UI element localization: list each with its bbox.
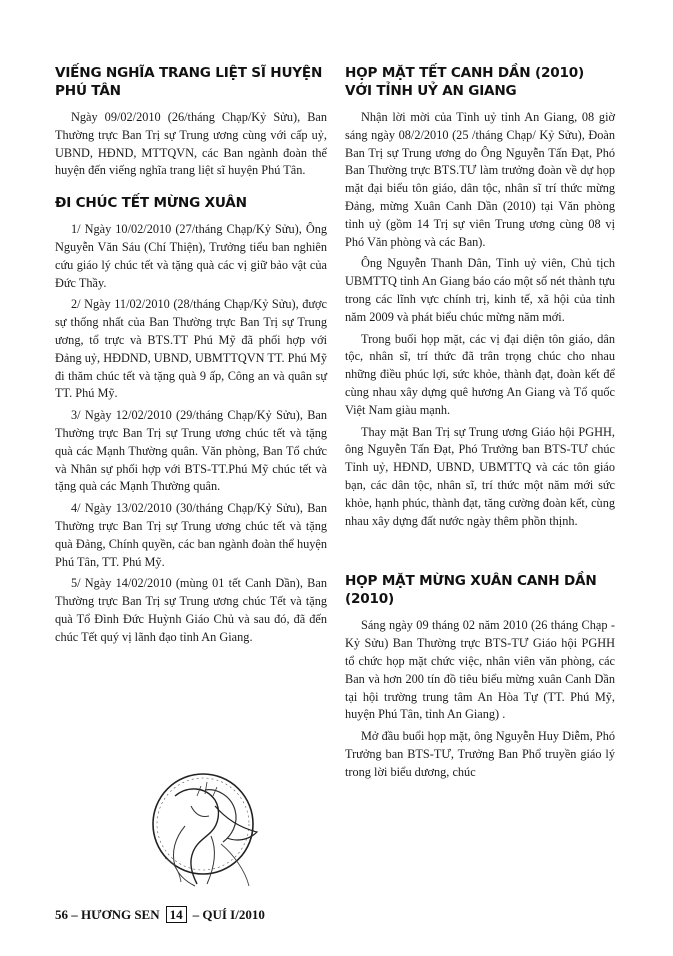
paragraph: 1/ Ngày 10/02/2010 (27/tháng Chạp/Kỷ Sửu), Ông Nguyễn Văn Sáu (Chí Thiện), Trưởng tiểu ban nghiên cứu giáo lý chúc tết và tặng quà các vị giữ bảo vật của Đức Thầy. — [55, 222, 327, 290]
paragraph: 4/ Ngày 13/02/2010 (30/tháng Chạp/Kỷ Sửu), Ban Thường trực Ban Trị sự Trung ương chúc tết và tặng quà Đảng, Chính quyền, các ban ngành đoàn thể huyện Phú Tân, TT. Phú Mỹ. — [55, 501, 327, 569]
page-footer — [55, 906, 265, 923]
section-title-meeting-provincial-committee: HỌP MẶT TẾT CANH DẦN (2010) VỚI TỈNH UỶ AN GIANG — [345, 65, 585, 99]
paragraph: Thay mặt Ban Trị sự Trung ương Giáo hội PGHH, ông Nguyễn Tấn Đạt, Phó Trưởng ban BTS-TƯ chúc Tỉnh uỷ, HĐND, UBND, UBMTTQ và các tôn giáo bạn, các dân tộc, nhân sĩ, trí thức một năm mới sức khỏe, hạnh phúc, thành đạt, tăng cường đoàn kết, cùng nhau xây dựng đất nước ngày thêm phồn thịnh. — [345, 424, 615, 528]
paragraph: Ông Nguyễn Thanh Dân, Tỉnh uỷ viên, Chủ tịch UBMTTQ tỉnh An Giang báo cáo một số nét thành tựu trong các lĩnh vực chính trị, kinh tế, xã hội của tỉnh năm 2009 và phát biểu chúc mừng năm mới. — [345, 256, 615, 324]
paragraph: Mở đầu buổi họp mặt, ông Nguyễn Huy Diễm, Phó Trưởng ban BTS-TƯ, Trưởng Ban Phổ truyền giáo lý trong lời biểu dương, chúc — [345, 729, 615, 779]
decorative-illustration — [145, 766, 270, 888]
left-column — [55, 64, 327, 651]
section-title-spring-meeting: HỌP MẶT MỪNG XUÂN CANH DẦN (2010) — [345, 573, 597, 608]
section-title-new-year-greetings: ĐI CHÚC TẾT MỪNG XUÂN — [55, 195, 247, 212]
paragraph: Ngày 09/02/2010 (26/tháng Chạp/Kỷ Sửu), Ban Thường trực Ban Trị sự Trung ương cùng với cấp uỷ, UBND, HĐND, MTTQVN, các Ban ngành đoàn thể huyện đến viếng nghĩa trang liệt sĩ huyện Phú Tân. — [55, 110, 327, 178]
footer-page-label: 56 – HƯƠNG SEN — [55, 906, 160, 922]
paragraph: Trong buổi họp mặt, các vị đại diện tôn giáo, dân tộc, nhân sĩ, trí thức đã trân trọng chúc cho nhau những điều phúc lợi, sức khỏe, thành đạt, đoàn kết để cùng nhau xây dựng quê hương An Giang và Tổ quốc Việt Nam giàu mạnh. — [345, 331, 615, 417]
section-title-cemetery-visit: VIẾNG NGHĨA TRANG LIỆT SĨ HUYỆN PHÚ TÂN — [55, 65, 323, 99]
issue-number-box: 14 — [166, 906, 187, 923]
paragraph: Sáng ngày 09 tháng 02 năm 2010 (26 tháng Chạp - Kỷ Sửu) Ban Thường trực BTS-TƯ Giáo hội PGHH tổ chức họp mặt chức việc, nhân viên văn phòng, các Ban và hơn 200 tín đồ tiêu biểu mừng xuân Canh Dần tại hội trường trung tâm An Hòa Tự (TT. Phú Mỹ, huyện Phú Tân, tỉnh An Giang) . — [345, 618, 615, 722]
footer-quarter-label: – QUÍ I/2010 — [192, 906, 265, 922]
paragraph: Nhận lời mời của Tỉnh uỷ tỉnh An Giang, 08 giờ sáng ngày 08/2/2010 (25 /tháng Chạp/ Kỷ Sửu), Đoàn Ban Trị sự Trung ương do Ông Nguyễn Tấn Đạt, Phó Ban Thường trực BTS.TƯ làm trưởng đoàn về dự họp mặt đại biểu tôn giáo, dân tộc, nhân sĩ trí thức mừng Đảng, mừng Xuân Canh Dần (2010) tại Văn phòng tỉnh uỷ (gồm 14 Trị sự viên Trung ương cùng 08 vị Phó Văn phòng và các Ban). — [345, 110, 615, 249]
paragraph: 3/ Ngày 12/02/2010 (29/tháng Chạp/Kỷ Sửu), Ban Thường trực Ban Trị sự Trung ương chúc tết và tặng quà các Mạnh Thường quân. Văn phòng, Ban Tổ chức và Nhân sự phối hợp với BTS-TT.Phú Mỹ chúc tết và tặng quà các Mạnh Thường quân. — [55, 408, 327, 494]
paragraph: 5/ Ngày 14/02/2010 (mùng 01 tết Canh Dần), Ban Thường trực Ban Trị sự Trung ương chúc Tết và tặng quà Tổ Đình Đức Huỳnh Giáo Chủ và sau đó, đã đến chúc Tết quý vị lãnh đạo tỉnh An Giang. — [55, 576, 327, 644]
paragraph: 2/ Ngày 11/02/2010 (28/tháng Chạp/Kỷ Sửu), được sự thống nhất của Ban Thường trực Ban Trị sự Trung ương, tổ trực và BTS.TT Phú Mỹ đã phối hợp với Đảng uỷ, HĐDND, UBND, UBMTTQVN TT. Phú Mỹ đi thăm chúc tết và tặng quà 9 ấp, Công an và quân sự TT. Phú Mỹ. — [55, 297, 327, 401]
right-column — [345, 64, 615, 786]
